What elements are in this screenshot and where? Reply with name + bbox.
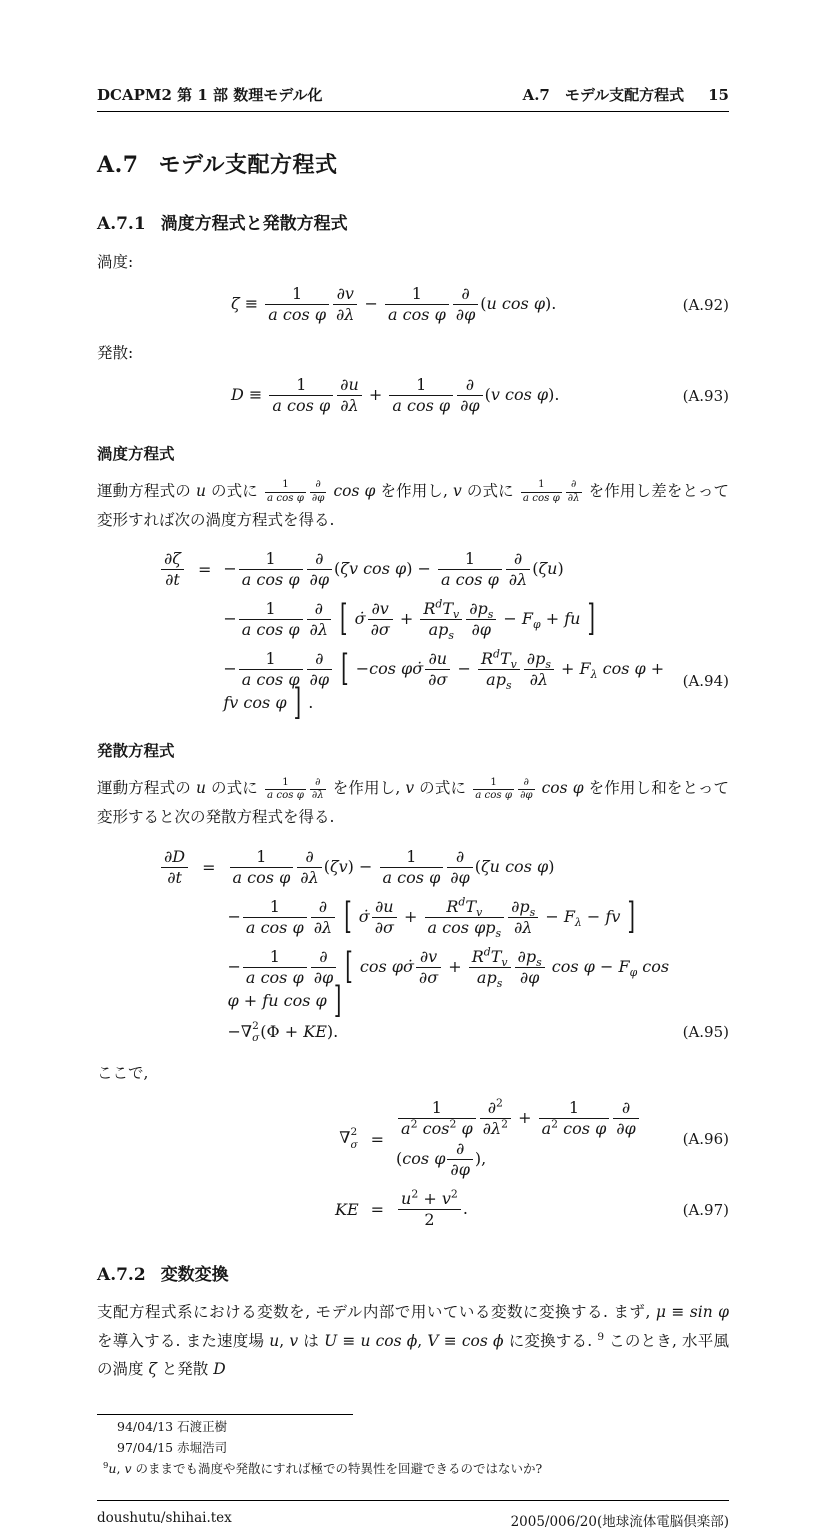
equation-body: ζ ≡ $\frac{1}{\text{a cos φ}}$ $\frac{\partial v}{\partial\lambda}$ − $\frac{1}{\text{a cos φ}}$ $\frac{\partial}{\partial\varphi}$ (u cos φ).: [231, 284, 557, 324]
vorticity-equation-paragraph: 運動方程式の u の式に $\frac{1}{\text{a cos φ}}$ $\frac{\partial}{\partial\varphi}$ cos φ を作用し, v の式に $\frac{1}{\text{a cos φ}}$ $\frac{\partial}{\partial\lambda}$ を作用し差をとって変形すれば次の渦度方程式を得る.: [97, 479, 729, 529]
equation-a94: [97, 549, 729, 724]
here-label: ここで,: [97, 1064, 149, 1083]
equation-a93: [97, 375, 729, 416]
equation-number: (A.93): [682, 386, 729, 405]
header-section-title: A.7 モデル支配方程式: [522, 86, 685, 104]
footnote-history-line: 97/04/15 赤堀浩司: [117, 1439, 228, 1455]
page-header: [97, 84, 729, 112]
equation-rhs: − $\frac{1}{\text{a cos φ}}$ $\frac{\partial}{\partial\varphi}$ (ζv cos φ) − $\frac{1}{\text{a cos φ}}$ $\frac{\partial}{\partial\lambda}$ (ζu): [223, 549, 564, 590]
equation-relation: =: [197, 560, 212, 580]
divergence-equation-heading: 発散方程式: [97, 741, 175, 761]
equation-a96-a97: [97, 1098, 729, 1230]
equation-rhs: − $\frac{1}{\text{a cos φ}}$ $\frac{\partial}{\partial\varphi}$ [ cos φσ̇ $\frac{\partial v}{\partial\sigma}$ + $\frac{R^dT_v}{ap_s}$ $\frac{\partial p_s}{\partial\varphi}$ $\cos \varphi - F_\varphi$ cos φ + fu cos φ ]: [227, 943, 670, 1022]
equation-number: (A.94): [682, 672, 729, 691]
equation-rhs: − $\frac{1}{\text{a cos φ}}$ $\frac{\partial}{\partial\lambda}$ [ σ̇ $\frac{\partial u}{\partial\sigma}$ + $\frac{R^dT_v}{a \cos \varphi p_s}$ $\frac{\partial p_s}{\partial\lambda}$ − $F_\lambda$ − fv ]: [227, 893, 635, 940]
equation-number: (A.96): [682, 1130, 729, 1149]
equation-a95: [97, 847, 729, 1045]
variable-transform-paragraph: 支配方程式系における変数を, モデル内部で用いている変数に変換する. まず, μ ≡ sin φ を導入する. また速度場 u, v は U ≡ u cos ϕ, V ≡ cos ϕ に変換する. $^9$ このとき, 水平風の渦度 ζ と発散 D: [97, 1303, 729, 1379]
footer-filename: doushutu/shihai.tex: [97, 1509, 232, 1526]
footer-publisher: 2005/006/20(地球流体電脳倶楽部): [510, 1513, 729, 1530]
footnote-rule: [97, 1414, 353, 1415]
footnote-9: $^9$u, v のままでも渦度や発散にすれば極での特異性を回避できるのではないか?: [103, 1460, 543, 1476]
section-heading: [97, 148, 729, 179]
equation-relation: =: [202, 857, 216, 877]
equation-relation: =: [370, 1129, 385, 1149]
footnote-history-line: 94/04/13 石渡正樹: [117, 1419, 228, 1435]
equation-lhs: $\frac{\partial D}{\partial t}$: [159, 847, 190, 888]
equation-rhs: $\frac{1}{a^2 \cos^2 \varphi}$ $\frac{\partial^2}{\partial\lambda^2}$ + $\frac{1}{a^2 \cos \varphi}$ $\frac{\partial}{\partial\varphi}$ (cos φ $\frac{\partial}{\partial\varphi}$ ),: [396, 1098, 671, 1180]
equation-rhs: $\frac{u^2 + v^2}{2}$ .: [396, 1189, 468, 1230]
header-left-title: DCAPM2 第 1 部 数理モデル化: [97, 86, 323, 104]
equation-number: (A.95): [682, 1023, 729, 1042]
page-number: 15: [708, 86, 729, 104]
divergence-label: 発散:: [97, 344, 134, 362]
subsection-heading-a71: [97, 209, 729, 234]
equation-number: (A.92): [682, 295, 729, 314]
subsection-title: 変数変換: [160, 1265, 229, 1286]
page-footer: [97, 1501, 729, 1530]
section-number: A.7: [97, 152, 139, 178]
subsection-number: A.7.2: [97, 1265, 146, 1286]
section-title: モデル支配方程式: [158, 152, 338, 178]
equation-lhs: $\frac{\partial\zeta}{\partial t}$: [159, 549, 186, 590]
equation-rhs: −∇ 2 σ (Φ + KE).: [227, 1019, 339, 1045]
vorticity-label: 渦度:: [97, 253, 134, 271]
equation-lhs: ∇ 2 σ: [339, 1126, 358, 1152]
equation-rhs: $\frac{1}{\text{a cos φ}}$ $\frac{\partial}{\partial\lambda}$ (ζv) − $\frac{1}{\text{a cos φ}}$ $\frac{\partial}{\partial\varphi}$ (ζu cos φ): [228, 847, 555, 888]
equation-relation: =: [370, 1200, 385, 1220]
equation-lhs: KE: [335, 1200, 359, 1220]
subsection-number: A.7.1: [97, 214, 146, 234]
equation-body: D ≡ $\frac{1}{\text{a cos φ}}$ $\frac{\partial u}{\partial\lambda}$ + $\frac{1}{\text{a cos φ}}$ $\frac{\partial}{\partial\varphi}$ (v cos φ).: [231, 375, 560, 415]
header-right: [523, 84, 729, 105]
equation-a92: [97, 284, 729, 325]
divergence-equation-paragraph: 運動方程式の u の式に $\frac{1}{\text{a cos φ}}$ $\frac{\partial}{\partial\lambda}$ を作用し, v の式に $\frac{1}{\text{a cos φ}}$ $\frac{\partial}{\partial\varphi}$ cos φ を作用し和をとって変形すると次の発散方程式を得る.: [97, 776, 729, 827]
subsection-title: 渦度方程式と発散方程式: [160, 214, 348, 234]
equation-number: (A.97): [682, 1200, 729, 1219]
equation-rhs: − $\frac{1}{\text{a cos φ}}$ $\frac{\partial}{\partial\varphi}$ [ −cos φσ̇ $\frac{\partial u}{\partial\sigma}$ − $\frac{R^dT_v}{ap_s}$ $\frac{\partial p_s}{\partial\lambda}$ + $F_\lambda$ cos φ + fv cos φ ] .: [223, 645, 665, 724]
equation-rhs: − $\frac{1}{\text{a cos φ}}$ $\frac{\partial}{\partial\lambda}$ [ σ̇ $\frac{\partial v}{\partial\sigma}$ + $\frac{R^dT_v}{ap_s}$ $\frac{\partial p_s}{\partial\varphi}$ − $F_\varphi$ + fu ]: [223, 595, 596, 643]
vorticity-equation-heading: 渦度方程式: [97, 444, 175, 463]
subsection-heading-a72: [97, 1260, 729, 1285]
